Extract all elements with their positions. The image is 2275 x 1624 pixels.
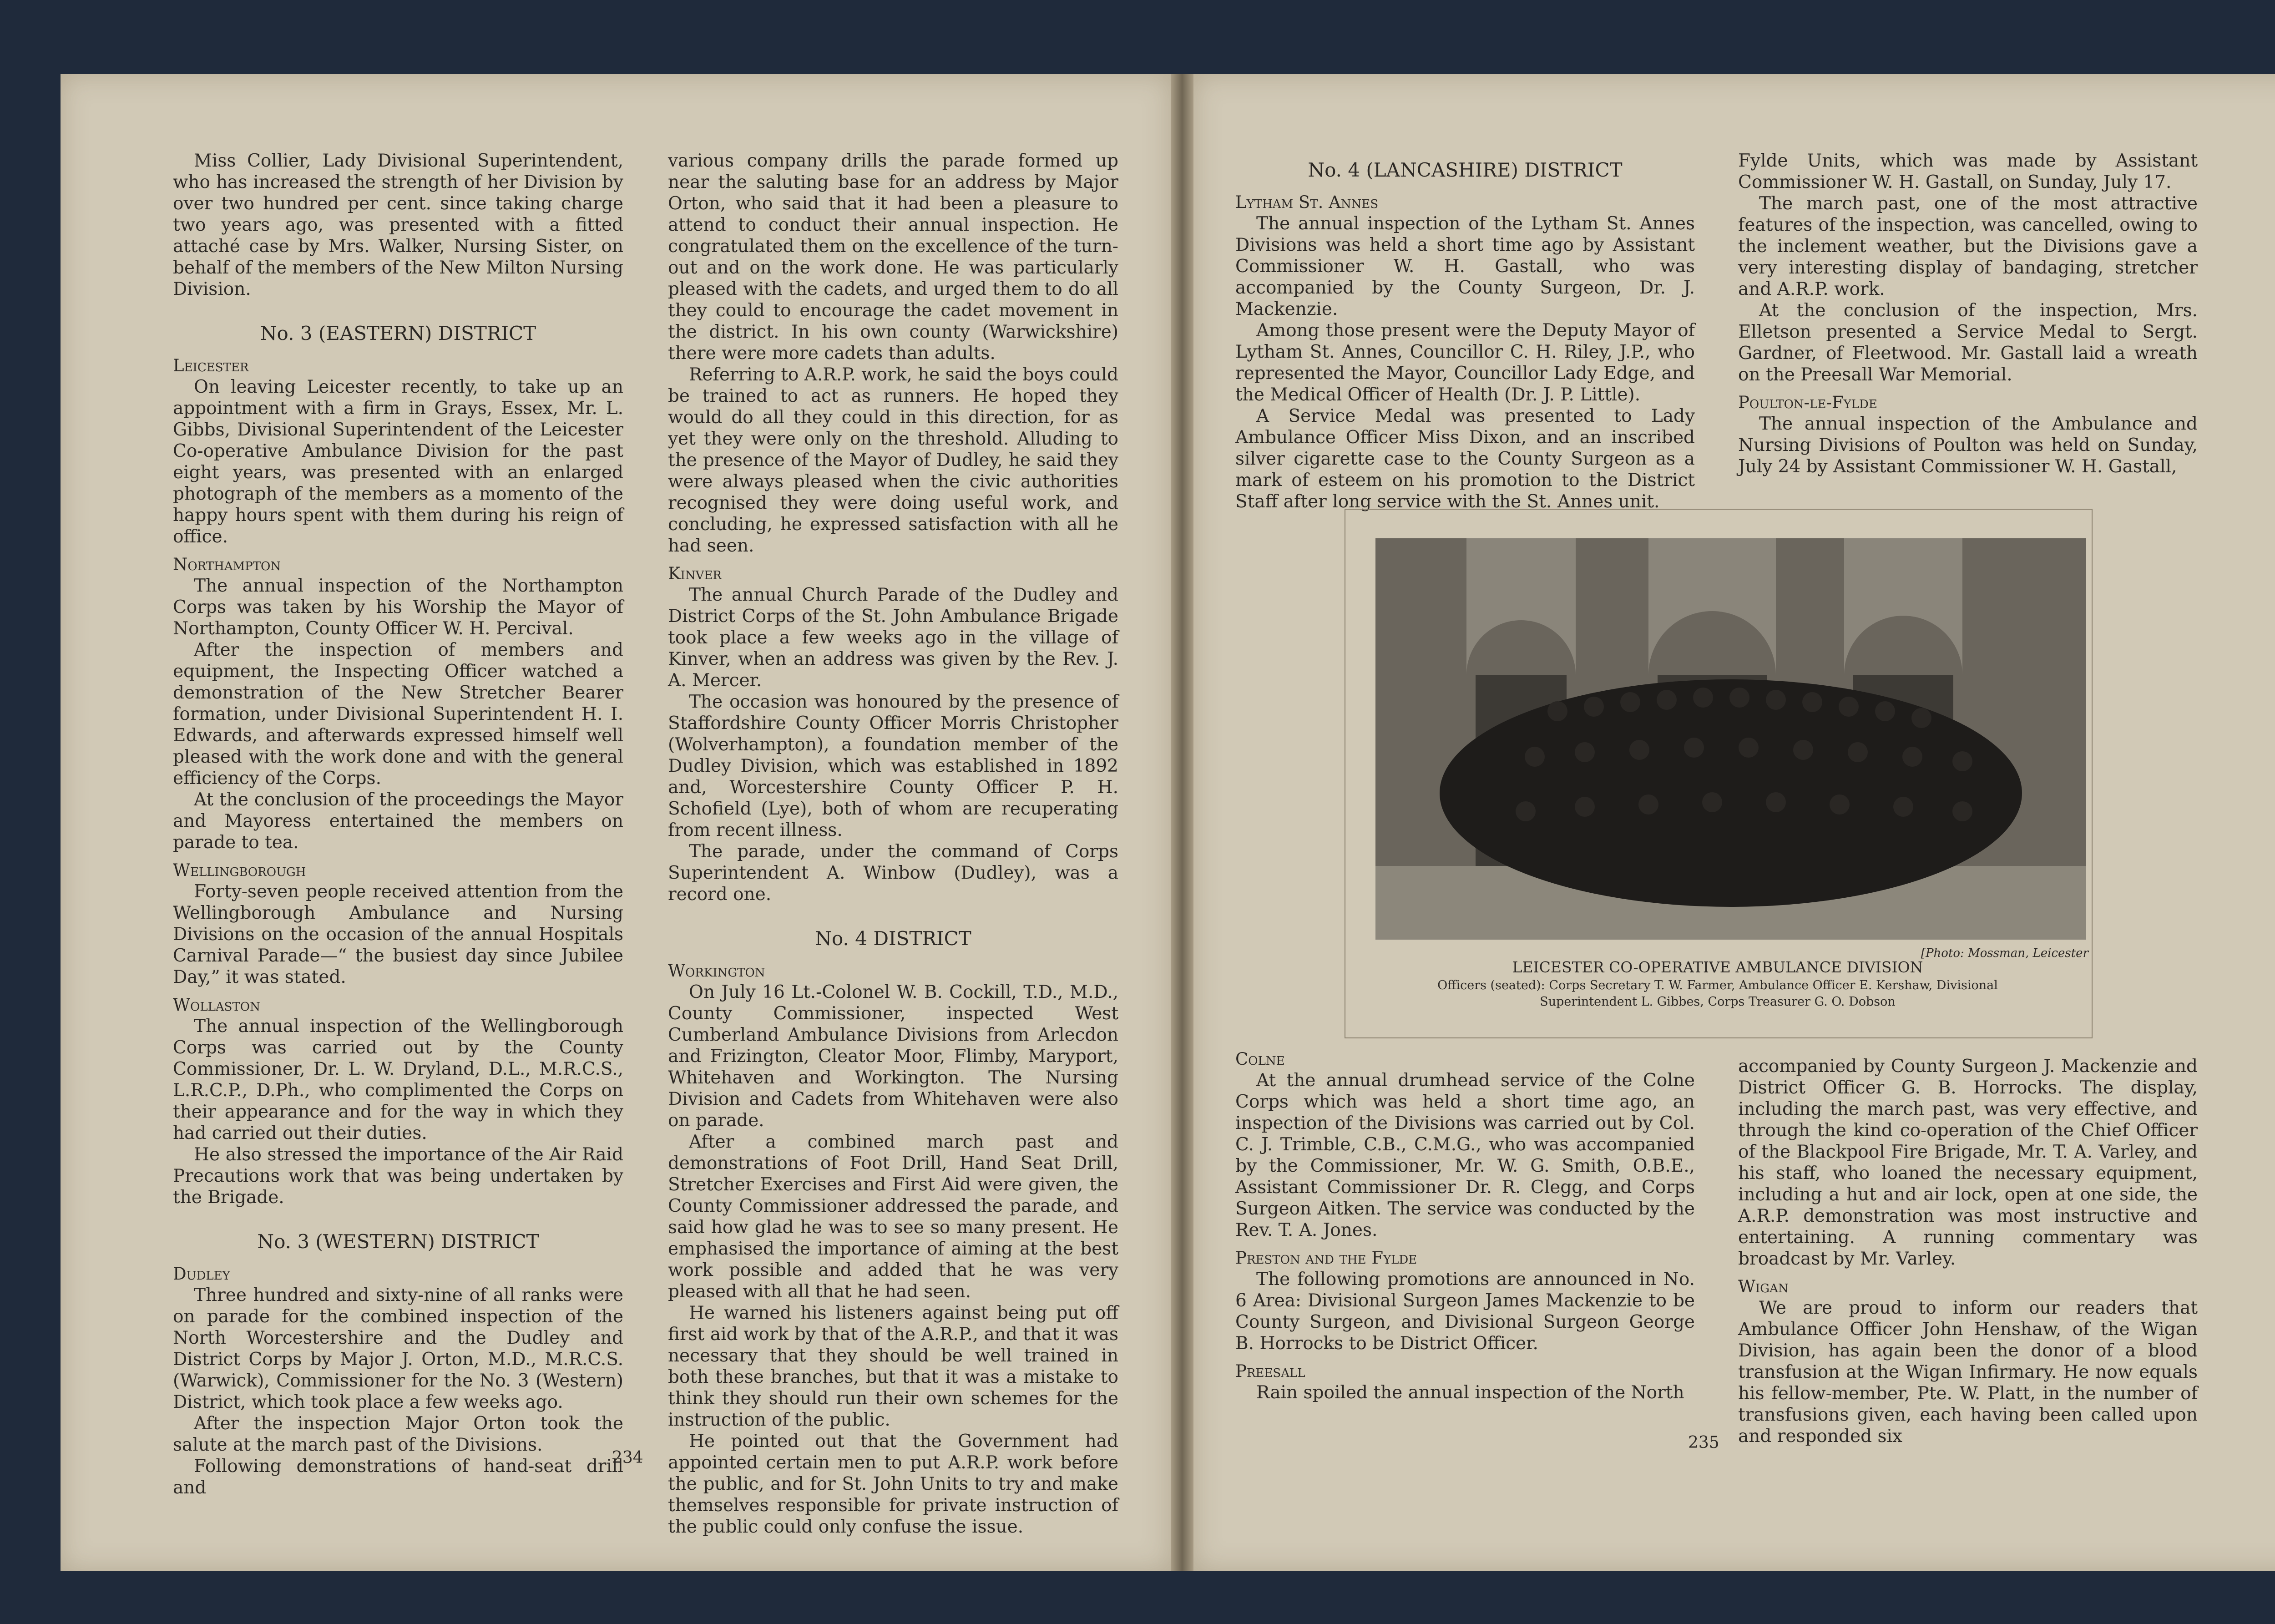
section-heading: Leicester: [173, 356, 249, 375]
paragraph: We are proud to inform our readers that Ambulance Officer John Henshaw, of the Wigan Division, has again been the donor of a blood transfusion at the Wigan Infirmary. He now equals his fellow-member, Pte. W. Platt, in the number of transfusions given, each having been called upon and responded six: [1738, 1298, 2198, 1447]
paragraph: Rain spoiled the annual inspection of the North: [1256, 1382, 1684, 1403]
right-column-4: [1738, 1056, 2198, 1447]
section-heading: Wellingborough: [173, 860, 306, 880]
paragraph: Among those present were the Deputy Mayor of Lytham St. Annes, Councillor C. H. Riley, J.P., who represented the Mayor, Councillor Lady Edge, and the Medical Officer of Health (Dr. J. P. Little).: [1235, 320, 1695, 405]
section-heading: Preesall: [1235, 1361, 1305, 1381]
paragraph: accompanied by County Surgeon J. Mackenzie and District Officer G. B. Horrocks. The display, including the march past, was very effective, and through the kind co-operation of the Chief Officer of the Blackpool Fire Brigade, Mr. T. A. Varley, and his staff, who loaned the necessary equipment, including a hut and air lock, open at one side, the A.R.P. demonstration was most instructive and entertaining. A running commentary was broadcast by Mr. Varley.: [1738, 1056, 2198, 1269]
district-heading: No. 4 (LANCASHIRE) DISTRICT: [1308, 159, 1623, 181]
section-heading: Colne: [1235, 1049, 1285, 1069]
section-heading: Northampton: [173, 555, 281, 574]
section-heading: Poulton-le-Fylde: [1738, 393, 1877, 412]
section-heading: Kinver: [668, 564, 722, 583]
right-column-1: [1235, 137, 1695, 512]
photo-credit: [Photo: Mossman, Leicester: [1921, 946, 2088, 960]
photo-caption-line-1: Officers (seated): Corps Secretary T. W. Farmer, Ambulance Officer E. Kershaw, Divisional: [1437, 978, 1998, 992]
paragraph: Miss Collier, Lady Divisional Superintendent, who has increased the strength of her Division by over two hundred per cent. since taking charge two years ago, was presented with a fitted attaché case by Mrs. Walker, Nursing Sister, on behalf of the members of the New Milton Nursing Division.: [173, 151, 624, 299]
paragraph: The annual inspection of the Northampton Corps was taken by his Worship the Mayor of Northampton, County Officer W. H. Percival.: [173, 576, 623, 639]
page-number-left: 234: [612, 1448, 643, 1467]
paragraph: A Service Medal was presented to Lady Ambulance Officer Miss Dixon, and an inscribed silver cigarette case to the County Surgeon as a mark of esteem on his promotion to the District Staff after long service with the St. Annes unit.: [1235, 406, 1695, 512]
paragraph: After a combined march past and demonstrations of Foot Drill, Hand Seat Drill, Stretcher Exercises and First Aid were given, the County Commissioner addressed the parade, and said how glad he was to see so many present. He emphasised the importance of aiming at the best work possible and added that he was very pleased with all that he had seen.: [668, 1132, 1118, 1302]
paragraph: He also stressed the importance of the Air Raid Precautions work that was being undertaken by the Brigade.: [173, 1144, 623, 1208]
paragraph: The parade, under the command of Corps Superintendent A. Winbow (Dudley), was a record one.: [668, 841, 1118, 905]
section-heading: Lytham St. Annes: [1235, 192, 1379, 212]
section-heading: Preston and the Fylde: [1235, 1248, 1417, 1268]
paragraph: After the inspection Major Orton took the salute at the march past of the Divisions.: [173, 1413, 623, 1455]
paragraph: Fylde Units, which was made by Assistant Commissioner W. H. Gastall, on Sunday, July 17.: [1738, 151, 2198, 192]
left-column-1: [173, 150, 623, 1498]
district-heading: No. 3 (WESTERN) DISTRICT: [257, 1230, 539, 1253]
paragraph: The annual inspection of the Wellingborough Corps was carried out by the County Commissioner, Dr. L. W. Dryland, D.L., M.R.C.S., L.R.C.P., D.Ph., who complimented the Corps on their appearance and for the way in which they had carried out their duties.: [173, 1016, 623, 1143]
paragraph: At the annual drumhead service of the Colne Corps which was held a short time ago, an inspection of the Divisions was carried out by Col. C. J. Trimble, C.B., C.M.G., who was accompanied by the Commissioner, Mr. W. G. Smith, O.B.E., Assistant Commissioner Dr. R. Clegg, and Corps Surgeon Aitken. The service was conducted by the Rev. T. A. Jones.: [1235, 1070, 1695, 1240]
photo-caption-title: LEICESTER CO-OPERATIVE AMBULANCE DIVISION: [1512, 958, 1923, 976]
district-heading: No. 4 DISTRICT: [815, 927, 971, 950]
section-heading: Wollaston: [173, 995, 260, 1015]
book-gutter: [1171, 74, 1193, 1571]
paragraph: The following promotions are announced in No. 6 Area: Divisional Surgeon James Mackenzie to be County Surgeon, and Divisional Surgeon George B. Horrocks to be District Officer.: [1235, 1269, 1695, 1354]
paragraph: The march past, one of the most attractive features of the inspection, was cancelled, owing to the inclement weather, but the Divisions gave a very interesting display of bandaging, stretcher and A.R.P. work.: [1738, 193, 2198, 299]
paragraph: The occasion was honoured by the presence of Staffordshire County Officer Morris Christopher (Wolverhampton), a foundation member of the Dudley Division, which was established in 1892 and, Worcestershire County Officer P. H. Schofield (Lye), both of whom are recuperating from recent illness.: [668, 692, 1118, 840]
section-heading: Dudley: [173, 1264, 230, 1284]
left-column-2: [668, 150, 1118, 1538]
group-photograph: [1375, 538, 2086, 940]
right-column-3: [1235, 1042, 1695, 1403]
paragraph: Three hundred and sixty-nine of all ranks were on parade for the combined inspection of the North Worcestershire and the Dudley and District Corps by Major J. Orton, M.D., M.R.C.S. (Warwick), Commissioner for the No. 3 (Western) District, which took place a few weeks ago.: [173, 1285, 623, 1412]
paragraph: On July 16 Lt.-Colonel W. B. Cockill, T.D., M.D., County Commissioner, inspected West Cumberland Ambulance Divisions from Arlecdon and Frizington, Cleator Moor, Flimby, Maryport, Whitehaven and Workington. The Nursing Division and Cadets from Whitehaven were also on parade.: [668, 982, 1118, 1131]
paragraph: He warned his listeners against being put off first aid work by that of the A.R.P., and that it was necessary that they should be well trained in both these branches, but that it was a mistake to think they should run their own schemes for the instruction of the public.: [668, 1303, 1118, 1430]
paragraph: The annual inspection of the Ambulance and Nursing Divisions of Poulton was held on Sunday, July 24 by Assistant Commissioner W. H. Gastall,: [1738, 414, 2198, 477]
photo-caption-line-2: Superintendent L. Gibbes, Corps Treasurer G. O. Dobson: [1540, 995, 1896, 1009]
paragraph: He pointed out that the Government had appointed certain men to put A.R.P. work before the public, and for St. John Units to try and make themselves responsible for private instruction of the public could only confuse the issue.: [668, 1431, 1118, 1537]
paragraph: Referring to A.R.P. work, he said the boys could be trained to act as runners. He hoped they would do all they could in this direction, for as yet they were only on the threshold. Alluding to the presence of the Mayor of Dudley, he said they were always pleased when the civic authorities recognised they were doing useful work, and concluding, he expressed satisfaction with all he had seen.: [668, 364, 1118, 556]
section-heading: Workington: [668, 961, 765, 981]
district-heading: No. 3 (EASTERN) DISTRICT: [260, 322, 536, 344]
right-column-2: [1738, 150, 2198, 477]
paragraph: After the inspection of members and equipment, the Inspecting Officer watched a demonstration of the New Stretcher Bearer formation, under Divisional Superintendent H. I. Edwards, and afterwards expressed himself well pleased with the work done and with the general efficiency of the Corps.: [173, 640, 623, 789]
section-heading: Wigan: [1738, 1277, 1789, 1296]
paragraph: The annual inspection of the Lytham St. Annes Divisions was held a short time ago by Assistant Commissioner W. H. Gastall, who was accompanied by the County Surgeon, Dr. J. Mackenzie.: [1235, 213, 1695, 319]
group-photo-image: [1375, 538, 2086, 940]
paragraph: Following demonstrations of hand-seat drill and: [173, 1456, 623, 1498]
paragraph: Forty-seven people received attention from the Wellingborough Ambulance and Nursing Divisions on the occasion of the annual Hospitals Carnival Parade—“ the busiest day since Jubilee Day,” it was stated.: [173, 881, 623, 987]
paragraph: various company drills the parade formed up near the saluting base for an address by Major Orton, who said that it had been a pleasure to attend to conduct their annual inspection. He congratulated them on the excellence of the turn-out and on the work done. He was particularly pleased with the cadets, and urged them to do all they could to encourage the cadet movement in the district. In his own county (Warwickshire) there were more cadets than adults.: [668, 151, 1118, 364]
paragraph: At the conclusion of the inspection, Mrs. Elletson presented a Service Medal to Sergt. Gardner, of Fleetwood. Mr. Gastall laid a wreath on the Preesall War Memorial.: [1738, 300, 2198, 385]
paragraph: The annual Church Parade of the Dudley and District Corps of the St. John Ambulance Brigade took place a few weeks ago in the village of Kinver, when an address was given by the Rev. J. A. Mercer.: [668, 585, 1118, 691]
page-number-right: 235: [1688, 1433, 1719, 1452]
paragraph: On leaving Leicester recently, to take up an appointment with a firm in Grays, Essex, Mr. L. Gibbs, Divisional Superintendent of the Leicester Co-operative Ambulance Division for the past eight years, was presented with an enlarged photograph of the members as a momento of the happy hours spent with them during his reign of office.: [173, 377, 623, 547]
paragraph: At the conclusion of the proceedings the Mayor and Mayoress entertained the members on parade to tea.: [173, 789, 623, 853]
